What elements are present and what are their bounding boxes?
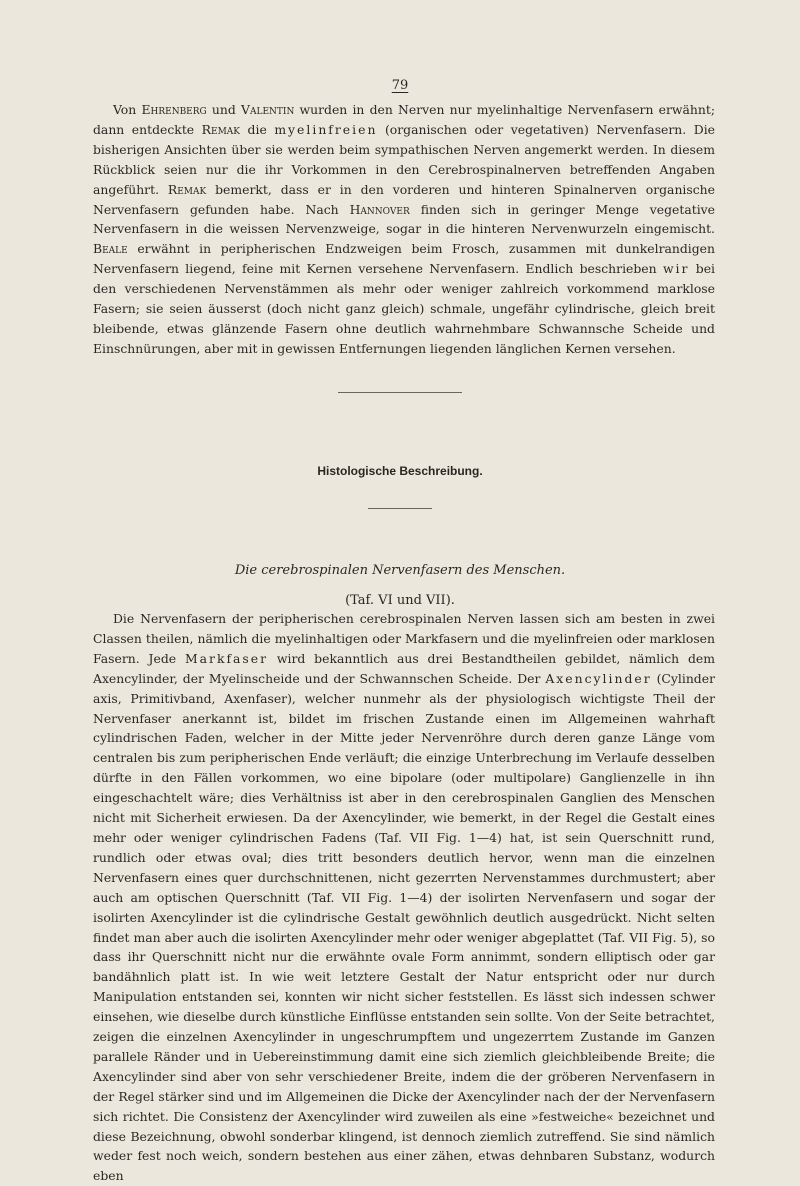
emphasis: wir: [662, 261, 690, 277]
author-name: Remak: [167, 181, 207, 197]
author-name: Beale: [93, 241, 128, 257]
body-paragraph: Die Nervenfasern der peripherischen cerebrospinalen Nerven lassen sich am besten in zwei Classen theilen, nämlich die myelinhaltigen oder Markfasern und die myelinfreien oder marklosen Fasern. Jede Markfaser wird bekanntlich aus drei Bestandtheilen gebildet, nämlich dem Axencylinder, der Myelinscheide und der Schwannschen Scheide. Der Axencylinder (Cylinder axis, Primitivband, Axenfaser), welcher nunmehr als der physiologisch wichtigste Theil der Nervenfaser anerkannt ist, bildet im frischen Zustande einen im Allgemeinen wahrhaft cylindrischen Faden, welcher in der Mitte jeder Nervenröhre durch deren ganze Länge vom centralen bis zum peripherischen Ende verläuft; die einzige Unterbrechung im Verlaufe desselben dürfte in den Fällen vorkommen, wo eine bipolare (oder multipolare) Ganglienzelle in ihn eingeschachtelt wäre; dies Verhältniss ist aber in den cerebrospinalen Ganglien des Menschen nicht mit Sicherheit erwiesen. Da der Axencylinder, wie bemerkt, in der Regel die Gestalt eines mehr oder weniger cylindrischen Fadens (Taf. VII Fig. 1—4) hat, ist sein Querschnitt rund, rundlich oder etwas oval; dies tritt besonders deutlich hervor, wenn man die einzelnen Nervenfasern eines quer durchschnittenen, nicht gezerrten Nervenstammes durchmustert; aber auch am optischen Querschnitt (Taf. VII Fig. 1—4) der isolirten Nervenfasern und sogar der isolirten Axencylinder ist die cylindrische Gestalt gewöhnlich deutlich ausgedrückt. Nicht selten findet man aber auch die isolirten Axencylinder mehr oder weniger abgeplattet (Taf. VII Fig. 5), so dass ihr Querschnitt nicht nur die erwähnte ovale Form annimmt, sondern elliptisch oder gar bandähnlich platt ist. In wie weit letztere Gestalt der Natur entspricht oder nur durch Manipulation entstanden sei, konnten wir nicht sicher feststellen. Es lässt sich indessen schwer einsehen, wie dieselbe durch künstliche Einflüsse entstanden sein sollte. Von der Seite betrachtet, zeigen die einzelnen Axencylinder in ungeschrumpftem und ungezerrtem Zustande im Ganzen parallele Ränder und in Uebereinstimmung damit eine sich ziemlich gleichbleibende Breite; die Axencylinder sind aber von sehr verschiedener Breite, indem die der gröberen Nervenfasern in der Regel stärker sind und im Allgemeinen die Dicke der Axencylinder nach der der Nervenfasern sich richtet. Die Consistenz der Axencylinder wird zuweilen als eine »festweiche« bezeichnet und diese Bezeichnung, obwohl sonderbar klingend, ist dennoch ziemlich zutreffend. Sie sind nämlich weder fest noch weich, sondern bestehen aus einer zähen, etwas dehnbaren Substanz, wodurch eben: [93, 611, 715, 1184]
intro-paragraph: Von Ehrenberg und Valentin wurden in den Nerven nur myelinhaltige Nervenfasern erwähnt; dann entdeckte Remak die myelinfreien (organischen oder vegetativen) Nervenfasern. Die bisherigen Ansichten über sie werden beim sympathischen Nerven angemerkt werden. In diesem Rückblick seien nur die ihr Vorkommen in den Cerebrospinalnerven betreffenden Angaben angeführt. Remak bemerkt, dass er in den vorderen und hinteren Spinalnerven organische Nervenfasern gefunden habe. Nach Hannover finden sich in geringer Menge vegetative Nervenfasern in die weissen Nervenzweige, sogar in die hinteren Nervenwurzeln eingemischt. Beale erwähnt in peripherischen Endzweigen beim Frosch, zusammen mit dunkelrandigen Nervenfasern liegend, feine mit Kernen versehene Nervenfasern. Endlich beschrieben wir bei den verschiedenen Nervenstämmen als mehr oder weniger zahlreich vorkommend marklose Fasern; sie seien äusserst (doch nicht ganz gleich) schmale, ungefähr cylindrische, gleich breit bleibende, etwas glänzende Fasern ohne deutlich wahrnehmbare Schwannsche Scheide und Einschnürungen, aber mit in gewissen Entfernungen liegenden länglichen Kernen versehen.: [93, 102, 715, 356]
divider: [368, 508, 432, 509]
author-name: Valentin: [241, 102, 295, 117]
author-name: Ehrenberg: [141, 102, 207, 117]
section-heading: Histologische Beschreibung.: [317, 464, 483, 478]
author-name: Remak: [201, 121, 241, 137]
divider: [338, 392, 462, 393]
subsection-title: Die cerebrospinalen Nervenfasern des Menschen.: [234, 563, 566, 578]
author-name: Hannover: [349, 201, 410, 217]
emphasis: myelinfreien: [274, 121, 378, 137]
emphasis: Markfaser: [184, 650, 269, 666]
page-number: 79: [391, 78, 409, 93]
emphasis: Axencylinder: [545, 670, 652, 686]
plate-reference: (Taf. VI und VII).: [345, 593, 455, 608]
